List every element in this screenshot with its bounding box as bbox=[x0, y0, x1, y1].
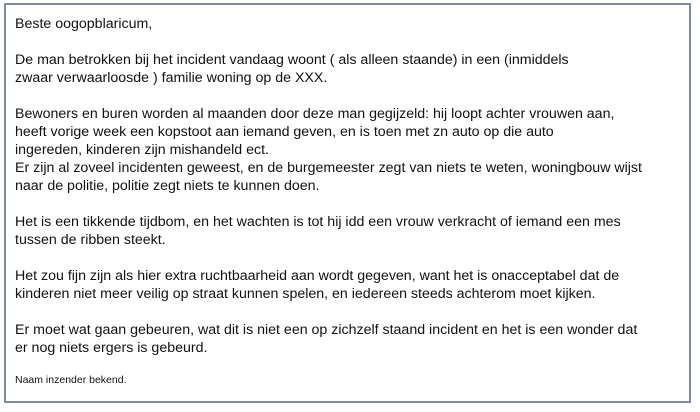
paragraph-incidents bbox=[15, 105, 681, 195]
letter-body bbox=[15, 15, 681, 387]
text-line: naar de politie, politie zegt niets te kunnen doen. bbox=[15, 178, 320, 194]
text-line: Het zou fijn zijn als hier extra ruchtbaarheid aan wordt gegeven, want het is onacceptabel dat de bbox=[15, 268, 620, 284]
paragraph-residence bbox=[15, 51, 681, 87]
paragraph-timebomb bbox=[15, 213, 681, 249]
text-line: Bewoners en buren worden al maanden door deze man gegijzeld: hij loopt achter vrouwen aan, bbox=[15, 106, 615, 122]
paragraph-publicity bbox=[15, 267, 681, 303]
text-line: zwaar verwaarloosde ) familie woning op de XXX. bbox=[15, 70, 328, 86]
text-line: Er zijn al zoveel incidenten geweest, en de burgemeester zegt van niets te weten, woningbouw wijst bbox=[15, 160, 642, 176]
message-frame bbox=[4, 3, 691, 403]
text-line: ingereden, kinderen zijn mishandeld ect. bbox=[15, 142, 269, 158]
text-line: tussen de ribben steekt. bbox=[15, 232, 166, 248]
text-line: Het is een tikkende tijdbom, en het wachten is tot hij idd een vrouw verkracht of iemand een mes bbox=[15, 214, 621, 230]
text-line: er nog niets ergers is gebeurd. bbox=[15, 340, 208, 356]
text-line: kinderen niet meer veilig op straat kunnen spelen, en iedereen steeds achterom moet kijken. bbox=[15, 286, 596, 302]
text-line: Er moet wat gaan gebeuren, wat dit is niet een op zichzelf staand incident en het is een wonder dat bbox=[15, 322, 638, 338]
greeting: Beste oogopblaricum, bbox=[15, 16, 153, 32]
greeting-paragraph bbox=[15, 15, 681, 33]
text-line: De man betrokken bij het incident vandaag woont ( als alleen staande) in een (inmiddels bbox=[15, 52, 569, 68]
text-line: heeft vorige week een kopstoot aan iemand geven, en is toen met zn auto op die auto bbox=[15, 124, 554, 140]
paragraph-closing bbox=[15, 321, 681, 357]
signature: Naam inzender bekend. bbox=[15, 374, 127, 386]
